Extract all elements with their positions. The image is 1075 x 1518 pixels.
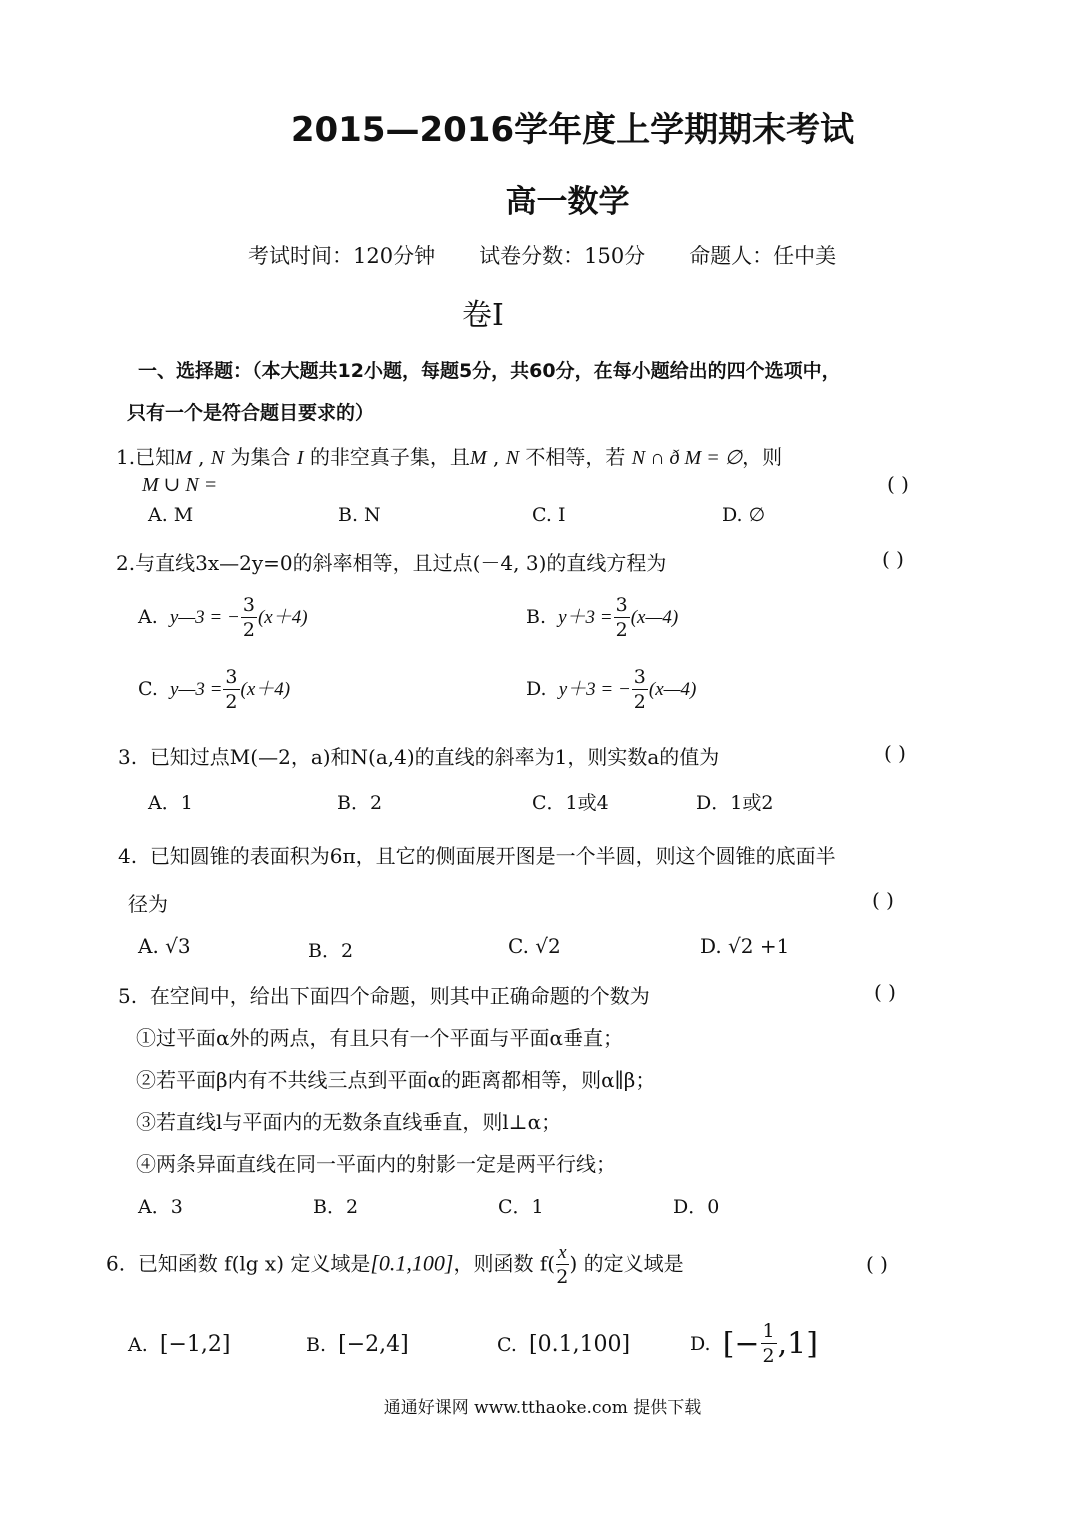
question-1: 1.已知M , N 为集合 I 的非空真子集，且M , N 不相等，若 N ∩ ð M = ∅，则 [116,445,783,469]
question-6-text-c: ) 的定义域是 [569,1251,684,1276]
q4-option-b: B．2 [308,940,354,962]
q6-option-b-value: [−2,4] [338,1332,409,1357]
q6-option-d-label: D. [690,1333,711,1355]
q1-option-b: B. N [338,504,381,526]
fraction-numerator: 1 [762,1320,775,1342]
q2-option-c-lhs: y—3 = [170,679,223,700]
q4-option-c: C. √2 [508,934,561,958]
question-4-text: 已知圆锥的表面积为6π，且它的侧面展开图是一个半圆，则这个圆锥的底面半 [149,844,836,868]
q4-option-d: D. √2 +1 [700,934,790,958]
q6-option-c-value: [0.1,100] [529,1332,631,1357]
q2-option-b-fraction [614,596,630,640]
answer-paren-2: ( ) [882,547,904,571]
q2-option-b-lhs: y＋3 = [558,607,613,628]
q2-option-a-lhs: y—3 = − [169,607,240,628]
set-m-2: M [469,447,487,469]
answer-paren-3: ( ) [884,741,906,765]
question-4-number: 4. [118,844,138,868]
fraction-denominator: 2 [242,619,255,641]
question-3 [118,741,719,770]
q6-option-c-label: C. [497,1334,517,1356]
question-1-text-e: ，则 [742,445,783,469]
q6-option-b-label: B. [306,1334,327,1356]
question-4-line2: 径为 [128,892,168,916]
question-1-text-c: 的非空真子集，且 [309,445,470,469]
section-heading-line1: 一、选择题：（本大题共12小题，每题5分，共60分，在每小题给出的四个选项中， [138,360,841,382]
q2-option-c-label: C. [138,678,158,700]
question-1-text-b: 为集合 [230,445,291,469]
answer-paren-6: ( ) [866,1252,888,1276]
q2-option-b-rhs: (x—4) [630,607,679,628]
answer-paren-1: ( ) [887,472,909,496]
q2-option-d [526,668,696,712]
volume-label: 卷Ⅰ [462,298,504,333]
fraction-numerator: 3 [615,594,628,616]
question-1-condition: N ∩ ð M = ∅ [631,447,743,469]
question-5-text: 在空间中，给出下面四个命题，则其中正确命题的个数为 [149,984,650,1008]
question-3-text: 已知过点M(—2，a)和N(a,4)的直线的斜率为1，则实数a的值为 [149,745,720,769]
q4-option-a: A. √3 [138,934,191,958]
q5-statement-4: ④两条异面直线在同一平面内的射影一定是两平行线； [136,1152,616,1176]
q6-option-d-fraction [761,1322,777,1366]
q1-option-a: A. M [148,504,194,526]
author: 命题人：任中美 [689,244,837,268]
q6-option-d-open: [− [722,1326,760,1362]
question-1-expression: M ∪ N = [142,474,218,496]
q2-option-d-fraction [632,668,648,712]
q2-option-d-label: D. [526,678,547,700]
question-2-text: 与直线3x—2y=0的斜率相等，且过点(－4, 3)的直线方程为 [135,551,667,575]
question-4 [118,840,836,869]
question-1-text-d: 不相等，若 [525,445,626,469]
q5-statement-3: ③若直线l与平面内的无数条直线垂直，则l⊥α； [136,1110,562,1134]
question-6-number: 6. [106,1251,126,1276]
fraction-numerator: 3 [225,666,238,688]
q5-statement-1: ①过平面α外的两点，有且只有一个平面与平面α垂直； [136,1026,624,1050]
q2-option-c-rhs: (x＋4) [240,679,291,700]
q3-option-a: A．1 [148,792,193,814]
page-footer: 通通好课网 www.tthaoke.com 提供下载 [383,1398,702,1418]
question-6-text-b: ，则函数 f( [453,1251,556,1276]
q5-option-a: A．3 [138,1196,183,1218]
answer-paren-5: ( ) [874,980,896,1004]
q1-option-d: D. ∅ [722,504,766,526]
fraction-denominator: 2 [225,691,238,713]
q2-option-a-label: A. [138,606,158,628]
q1-option-c: C. I [532,504,566,526]
q3-option-d: D．1或2 [696,792,774,814]
question-1-number: 1. [116,445,136,469]
set-m: M [175,447,192,469]
q2-option-b [526,596,678,640]
q6-option-a-value: [−1,2] [159,1332,231,1357]
q2-option-d-rhs: (x—4) [648,679,697,700]
q5-statement-2: ②若平面β内有不共线三点到平面α的距离都相等，则α∥β； [136,1068,656,1092]
question-6 [106,1243,684,1287]
q6-option-d [690,1322,818,1366]
question-6-interval: [0.1,100] [370,1250,454,1276]
fraction-numerator: x [558,1242,567,1263]
fraction-denominator: 2 [615,619,628,641]
question-5-number: 5. [118,984,138,1008]
section-heading-line2: 只有一个是符合题目要求的） [127,402,375,424]
q6-option-a [128,1332,230,1357]
fraction-denominator: 2 [762,1345,775,1367]
q2-option-a [138,596,308,640]
question-5 [118,980,650,1009]
q5-option-c: C．1 [498,1196,544,1218]
question-1-text-a: 已知 [135,445,176,469]
q2-option-c [138,668,290,712]
answer-paren-4: ( ) [872,888,894,912]
question-2 [116,547,666,576]
question-2-number: 2. [116,551,136,575]
question-6-fraction [556,1243,568,1287]
q2-option-d-lhs: y＋3 = − [558,679,631,700]
set-n: N [210,447,225,469]
q6-option-d-close: ,1] [777,1326,818,1362]
fraction-numerator: 3 [242,594,255,616]
q2-option-a-rhs: (x＋4) [257,607,308,628]
set-n-2: N [505,447,520,469]
q3-option-c: C．1或4 [532,792,609,814]
fraction-denominator: 2 [556,1266,569,1288]
q3-option-b: B．2 [337,792,383,814]
q6-option-b [306,1332,409,1357]
exam-subtitle: 高一数学 [505,184,630,220]
question-6-text-a: 已知函数 f(lg x) 定义域是 [137,1251,371,1276]
set-i: I [296,447,304,469]
exam-time: 考试时间：120分钟 [248,244,436,268]
fraction-numerator: 3 [633,666,646,688]
exam-info [248,240,836,270]
question-3-number: 3. [118,745,138,769]
q2-option-b-label: B. [526,606,547,628]
q2-option-a-fraction [241,596,257,640]
exam-title: 2015—2016学年度上学期期末考试 [290,110,855,150]
q6-option-a-label: A. [128,1334,148,1356]
q5-option-b: B．2 [313,1196,359,1218]
q2-option-c-fraction [223,668,239,712]
q5-option-d: D．0 [673,1196,720,1218]
full-score: 试卷分数：150分 [479,244,646,268]
fraction-denominator: 2 [633,691,646,713]
q6-option-c [497,1332,630,1357]
